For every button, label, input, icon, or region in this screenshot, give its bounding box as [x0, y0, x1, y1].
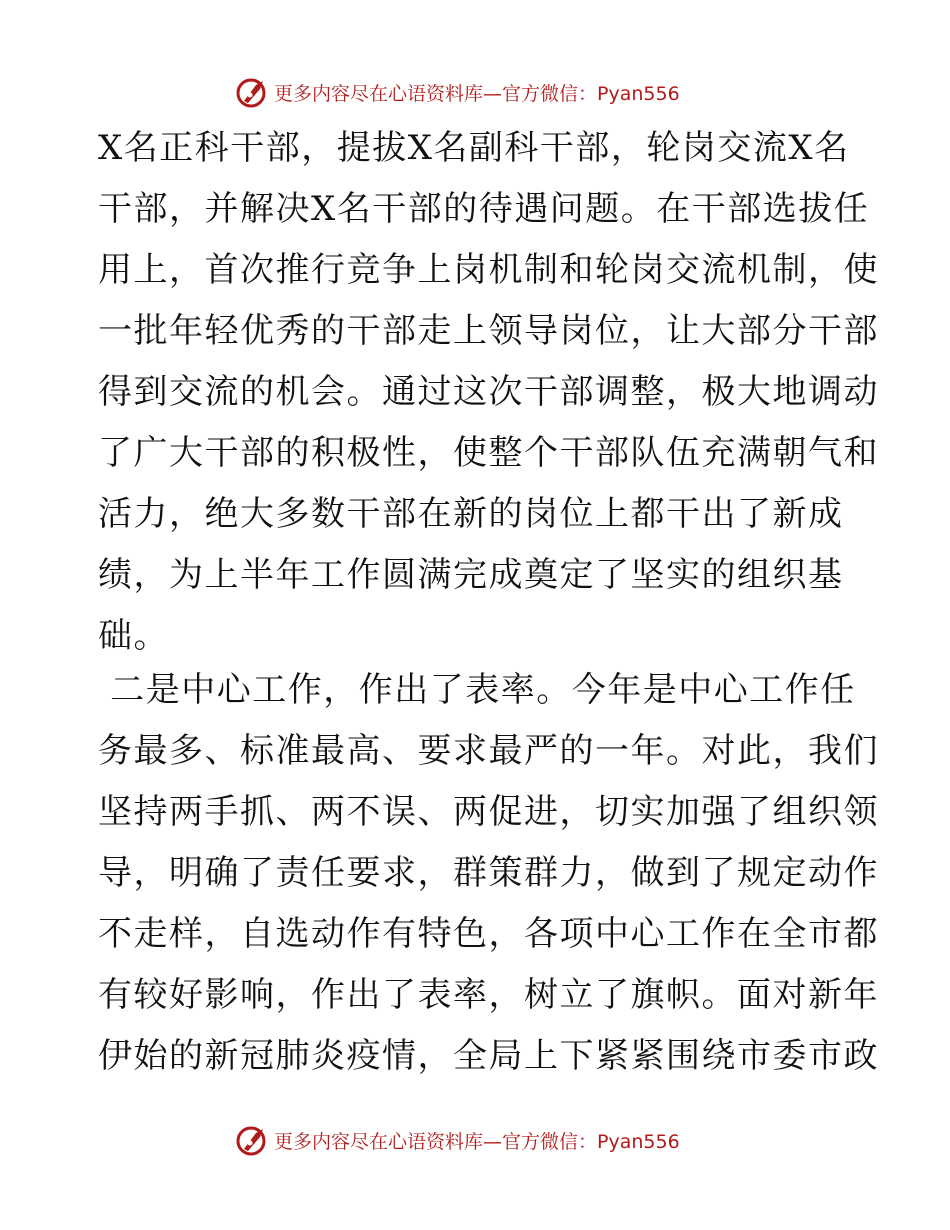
text-line: 得到交流的机会。通过这次干部调整，极大地调动 [98, 372, 879, 412]
text-line: 导，明确了责任要求，群策群力，做到了规定动作 [98, 853, 879, 893]
text-line: 干部，并解决X名干部的待遇问题。在干部选拔任 [98, 189, 870, 229]
text-line: 有较好影响，作出了表率，树立了旗帜。面对新年 [98, 975, 879, 1015]
text-line: 用上，首次推行竞争上岗机制和轮岗交流机制，使 [98, 250, 879, 290]
banner-text [274, 1127, 680, 1154]
banner-separator: — [483, 1130, 503, 1153]
banner-account-label: 官方微信： [502, 82, 598, 105]
banner-account-id: Pyan556 [597, 1130, 680, 1153]
paragraph-2 [98, 660, 879, 1087]
text-line: 了广大干部的积极性，使整个干部队伍充满朝气和 [98, 433, 879, 473]
pen-nib-logo-icon [236, 75, 270, 109]
banner-brand: 更多内容尽在心语资料库 [274, 1130, 484, 1153]
text-line: 不走样，自选动作有特色，各项中心工作在全市都 [98, 914, 879, 954]
text-line: 坚持两手抓、两不误、两促进，切实加强了组织领 [98, 792, 879, 832]
banner-text [274, 79, 680, 106]
text-line: 活力，绝大多数干部在新的岗位上都干出了新成 [98, 494, 844, 534]
banner-content [236, 72, 680, 112]
pen-nib-logo-icon [236, 1123, 270, 1157]
banner-account-id: Pyan556 [597, 82, 680, 105]
paragraph-1 [98, 118, 879, 667]
banner-separator: — [483, 82, 503, 105]
header-banner [0, 72, 950, 112]
banner-content [236, 1120, 680, 1160]
text-line: 绩，为上半年工作圆满完成奠定了坚实的组织基 [98, 555, 844, 595]
banner-brand: 更多内容尽在心语资料库 [274, 82, 484, 105]
banner-account-label: 官方微信： [502, 1130, 598, 1153]
text-line: 务最多、标准最高、要求最严的一年。对此，我们 [98, 731, 879, 771]
footer-banner [0, 1120, 950, 1160]
text-line: 伊始的新冠肺炎疫情，全局上下紧紧围绕市委市政 [98, 1036, 879, 1076]
text-line: 二是中心工作，作出了表率。今年是中心工作任 [98, 670, 856, 710]
text-line: X名正科干部，提拔X名副科干部，轮岗交流X名 [98, 128, 850, 168]
text-line: 一批年轻优秀的干部走上领导岗位，让大部分干部 [98, 311, 879, 351]
text-line: 础。 [98, 616, 169, 656]
